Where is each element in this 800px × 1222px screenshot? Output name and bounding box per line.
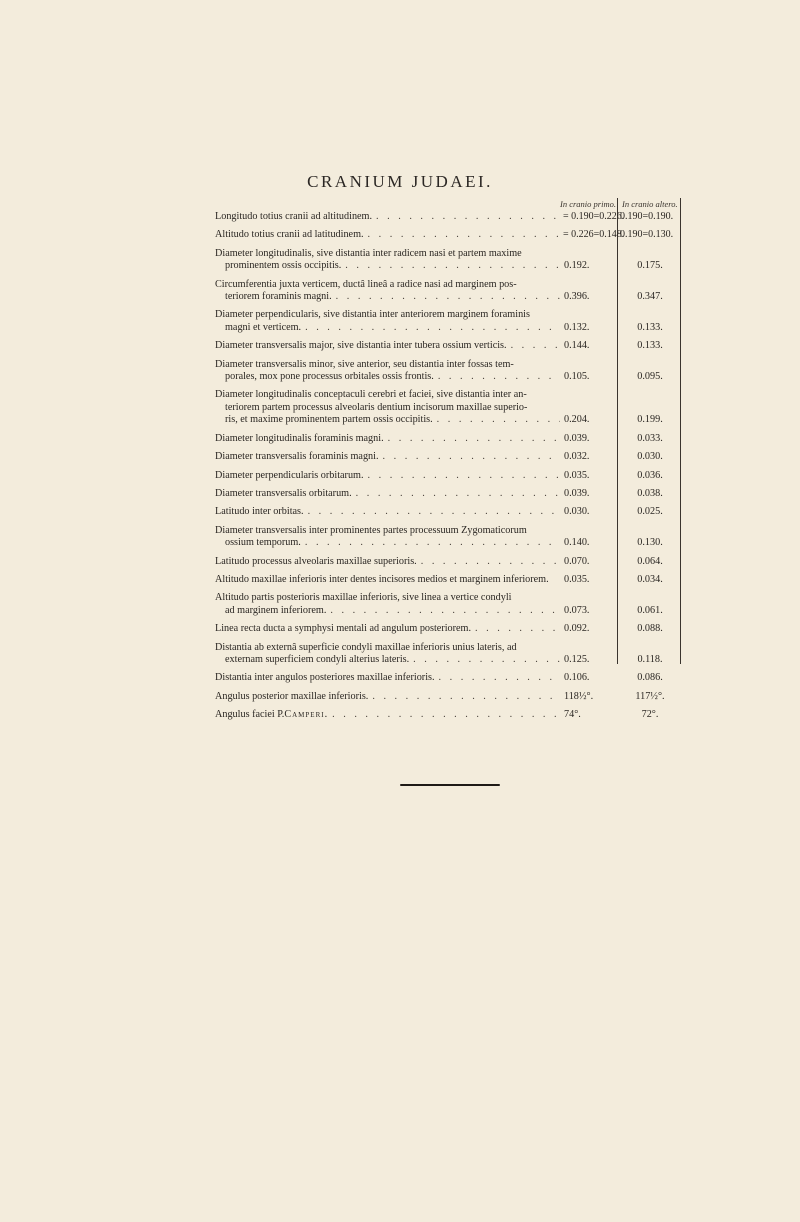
table-row xyxy=(215,340,680,352)
row-label-text: Angulus faciei P. xyxy=(215,709,285,721)
value-second-cranium: 0.130. xyxy=(637,537,663,549)
table-row xyxy=(215,229,680,241)
value-second-cranium: 0.038. xyxy=(637,487,663,499)
row-label-text: magni et verticem. xyxy=(225,321,302,333)
value-second-cranium: 0.118. xyxy=(637,653,663,665)
value-second-cranium: 0.199. xyxy=(637,414,663,426)
row-label-line xyxy=(215,592,560,604)
table-row xyxy=(215,359,680,384)
row-label-name: Camperi. xyxy=(284,709,329,721)
row-label xyxy=(215,556,560,568)
row-label-text: ossium temporum. xyxy=(225,537,301,549)
value-second-cranium: 117½°. xyxy=(635,690,665,702)
table-row xyxy=(215,672,680,684)
value-second-cranium: 0.034. xyxy=(637,573,663,585)
value-first-cranium: 0.140. xyxy=(564,537,590,549)
row-label xyxy=(215,309,560,334)
value-first-cranium: 0.396. xyxy=(564,291,590,303)
row-label-line xyxy=(215,211,560,223)
row-label-text: Circumferentia juxta verticem, ductâ lineâ a radice nasi ad marginem pos- xyxy=(215,278,517,290)
table-row xyxy=(215,470,680,482)
dot-leader xyxy=(305,537,560,549)
row-label-line xyxy=(215,322,560,334)
dot-leader xyxy=(308,506,560,518)
row-label-line xyxy=(215,359,560,371)
dot-leader xyxy=(413,654,560,666)
table-row xyxy=(215,592,680,617)
dot-leader xyxy=(475,623,560,635)
table-row xyxy=(215,623,680,635)
dot-leader xyxy=(383,451,560,463)
row-label-line xyxy=(215,309,560,321)
dot-leader xyxy=(437,414,560,426)
row-label-text: externam superficiem condyli alterius lateris. xyxy=(225,653,410,665)
value-second-cranium: 0.025. xyxy=(637,506,663,518)
row-label-text: Diameter longitudinalis, sive distantia inter radicem nasi et partem maxime xyxy=(215,247,522,259)
row-label xyxy=(215,709,560,721)
row-label-text: Angulus posterior maxillae inferioris. xyxy=(215,690,369,702)
row-label-line xyxy=(215,260,560,272)
row-label-line xyxy=(215,248,560,260)
table-row xyxy=(215,279,680,304)
row-label-text: Diameter longitudinalis conceptaculi cerebri et faciei, sive distantia inter an- xyxy=(215,389,527,401)
column-header-first: In cranio primo. xyxy=(560,199,616,209)
row-label-line xyxy=(215,340,560,352)
row-label-text: Distantia inter angulos posteriores maxillae inferioris. xyxy=(215,672,435,684)
row-label xyxy=(215,279,560,304)
value-first-cranium: 0.132. xyxy=(564,321,590,333)
dot-leader xyxy=(336,291,560,303)
value-first-cranium: = 0.226=0.148. xyxy=(563,229,625,241)
value-first-cranium: = 0.190=0.226. xyxy=(563,211,625,222)
row-label xyxy=(215,672,560,684)
value-first-cranium: 0.144. xyxy=(564,340,590,352)
row-label xyxy=(215,623,560,635)
row-label xyxy=(215,691,560,703)
row-label-text: Altitudo totius cranii ad latitudinem. xyxy=(215,229,364,241)
row-label-text: Diameter perpendicularis orbitarum. xyxy=(215,469,364,481)
row-label-line xyxy=(215,371,560,383)
row-label-line xyxy=(215,691,560,703)
value-second-cranium: 0.036. xyxy=(637,469,663,481)
row-label-line xyxy=(215,556,560,568)
column-rule-second xyxy=(680,198,681,664)
row-label-text: Diameter transversalis inter prominentes partes processuum Zygomaticorum xyxy=(215,524,527,536)
row-label-line xyxy=(215,574,560,586)
dot-leader xyxy=(388,433,560,445)
value-first-cranium: 118½°. xyxy=(564,690,594,702)
row-label-text: teriorem foraminis magni. xyxy=(225,291,332,303)
row-label xyxy=(215,359,560,384)
table-row xyxy=(215,451,680,463)
row-label-text: prominentem ossis occipitis. xyxy=(225,260,342,272)
dot-leader xyxy=(438,371,560,383)
row-label xyxy=(215,574,560,586)
row-label-text: Diameter transversalis minor, sive anterior, seu distantia inter fossas tem- xyxy=(215,358,514,370)
value-first-cranium: 0.073. xyxy=(564,604,590,616)
row-label-text: Altitudo partis posterioris maxillae inferioris, sive linea a vertice condyli xyxy=(215,592,512,604)
table-row xyxy=(215,211,680,223)
row-label xyxy=(215,229,560,241)
ink-mark xyxy=(400,784,500,786)
row-label-text: Linea recta ducta a symphysi mentali ad angulum posteriorem. xyxy=(215,623,472,635)
row-label-text: Distantia ab externâ superficie condyli maxillae inferioris unius lateris, ad xyxy=(215,641,517,653)
row-label xyxy=(215,592,560,617)
dot-leader xyxy=(421,556,560,568)
value-first-cranium: 0.192. xyxy=(564,260,590,272)
value-first-cranium: 0.125. xyxy=(564,653,590,665)
row-label-line xyxy=(215,229,560,241)
dot-leader xyxy=(305,322,560,334)
row-label-text: Diameter perpendicularis, sive distantia inter anteriorem marginem foraminis xyxy=(215,309,530,321)
value-second-cranium: 0.347. xyxy=(637,291,663,303)
value-first-cranium: 0.035. xyxy=(564,469,590,481)
value-second-cranium: 0.133. xyxy=(637,340,663,352)
dot-leader xyxy=(376,211,560,223)
row-label xyxy=(215,488,560,500)
row-label-text: ris, et maxime prominentem partem ossis occipitis. xyxy=(225,414,433,426)
table-row xyxy=(215,691,680,703)
row-label xyxy=(215,506,560,518)
row-label-line xyxy=(215,402,560,414)
value-second-cranium: 0.133. xyxy=(637,321,663,333)
value-second-cranium: 0.086. xyxy=(637,672,663,684)
value-first-cranium: 0.204. xyxy=(564,414,590,426)
row-label-line xyxy=(215,623,560,635)
row-label-line xyxy=(215,525,560,537)
value-second-cranium: 0.190=0.190. xyxy=(620,211,674,222)
row-label-text: Longitudo totius cranii ad altitudinem. xyxy=(215,211,373,222)
table-row xyxy=(215,389,680,426)
row-label-line xyxy=(215,470,560,482)
row-label xyxy=(215,451,560,463)
row-label-text: ad marginem inferiorem. xyxy=(225,604,327,616)
row-label xyxy=(215,525,560,550)
value-first-cranium: 0.030. xyxy=(564,506,590,518)
page-title: CRANIUM JUDAEI. xyxy=(307,172,493,191)
table-row xyxy=(215,574,680,586)
row-label-line xyxy=(215,605,560,617)
table-row xyxy=(215,433,680,445)
value-first-cranium: 0.039. xyxy=(564,432,590,444)
value-second-cranium: 0.030. xyxy=(637,451,663,463)
dot-leader xyxy=(372,691,560,703)
table-row xyxy=(215,525,680,550)
row-label-line xyxy=(215,433,560,445)
value-first-cranium: 74°. xyxy=(564,709,581,721)
value-first-cranium: 0.092. xyxy=(564,623,590,635)
row-label-line xyxy=(215,654,560,666)
table-row xyxy=(215,709,680,721)
value-second-cranium: 72°. xyxy=(641,709,659,721)
row-label-line xyxy=(215,488,560,500)
row-label-line xyxy=(215,506,560,518)
table-row xyxy=(215,309,680,334)
row-label xyxy=(215,248,560,273)
row-label-line xyxy=(215,709,560,721)
row-label-line xyxy=(215,389,560,401)
row-label-line xyxy=(215,451,560,463)
dot-leader xyxy=(439,672,560,684)
row-label xyxy=(215,642,560,667)
row-label-text: Diameter transversalis major, sive distantia inter tubera ossium verticis. xyxy=(215,340,507,352)
row-label xyxy=(215,470,560,482)
row-label xyxy=(215,211,560,223)
row-label-line xyxy=(215,537,560,549)
row-label-text: Diameter transversalis orbitarum. xyxy=(215,487,352,499)
table-row xyxy=(215,488,680,500)
measurement-table xyxy=(215,211,680,728)
value-second-cranium: 0.088. xyxy=(637,623,663,635)
value-second-cranium: 0.190=0.130. xyxy=(620,229,674,241)
row-label xyxy=(215,389,560,426)
value-first-cranium: 0.070. xyxy=(564,555,590,567)
row-label-line xyxy=(215,279,560,291)
value-first-cranium: 0.106. xyxy=(564,672,590,684)
row-label xyxy=(215,340,560,352)
dot-leader xyxy=(345,260,560,272)
row-label-line xyxy=(215,642,560,654)
dot-leader xyxy=(332,709,560,721)
row-label-text: porales, mox pone processus orbitales ossis frontis. xyxy=(225,371,434,383)
value-second-cranium: 0.095. xyxy=(637,371,663,383)
row-label-text: Latitudo processus alveolaris maxillae superioris. xyxy=(215,555,417,567)
value-first-cranium: 0.105. xyxy=(564,371,590,383)
value-first-cranium: 0.032. xyxy=(564,451,590,463)
dot-leader xyxy=(330,605,560,617)
column-header-second: In cranio altero. xyxy=(622,199,678,209)
row-label-line xyxy=(215,414,560,426)
row-label xyxy=(215,433,560,445)
dot-leader xyxy=(368,470,560,482)
value-second-cranium: 0.061. xyxy=(637,604,663,616)
row-label-text: Diameter transversalis foraminis magni. xyxy=(215,451,379,463)
value-second-cranium: 0.175. xyxy=(637,260,663,272)
row-label-text: Altitudo maxillae inferioris inter dentes incisores medios et marginem inferiorem. xyxy=(215,573,549,585)
row-label-text: teriorem partem processus alveolaris dentium incisorum maxillae superio- xyxy=(225,401,528,413)
dot-leader xyxy=(368,229,560,241)
value-second-cranium: 0.033. xyxy=(637,432,663,444)
dot-leader xyxy=(356,488,560,500)
table-row xyxy=(215,642,680,667)
value-first-cranium: 0.035. xyxy=(564,573,590,585)
row-label-line xyxy=(215,672,560,684)
table-row xyxy=(215,506,680,518)
row-label-line xyxy=(215,291,560,303)
table-row xyxy=(215,556,680,568)
row-label-text: Diameter longitudinalis foraminis magni. xyxy=(215,432,384,444)
value-second-cranium: 0.064. xyxy=(637,555,663,567)
value-first-cranium: 0.039. xyxy=(564,487,590,499)
table-row xyxy=(215,248,680,273)
dot-leader xyxy=(511,340,560,352)
row-label-text: Latitudo inter orbitas. xyxy=(215,506,304,518)
